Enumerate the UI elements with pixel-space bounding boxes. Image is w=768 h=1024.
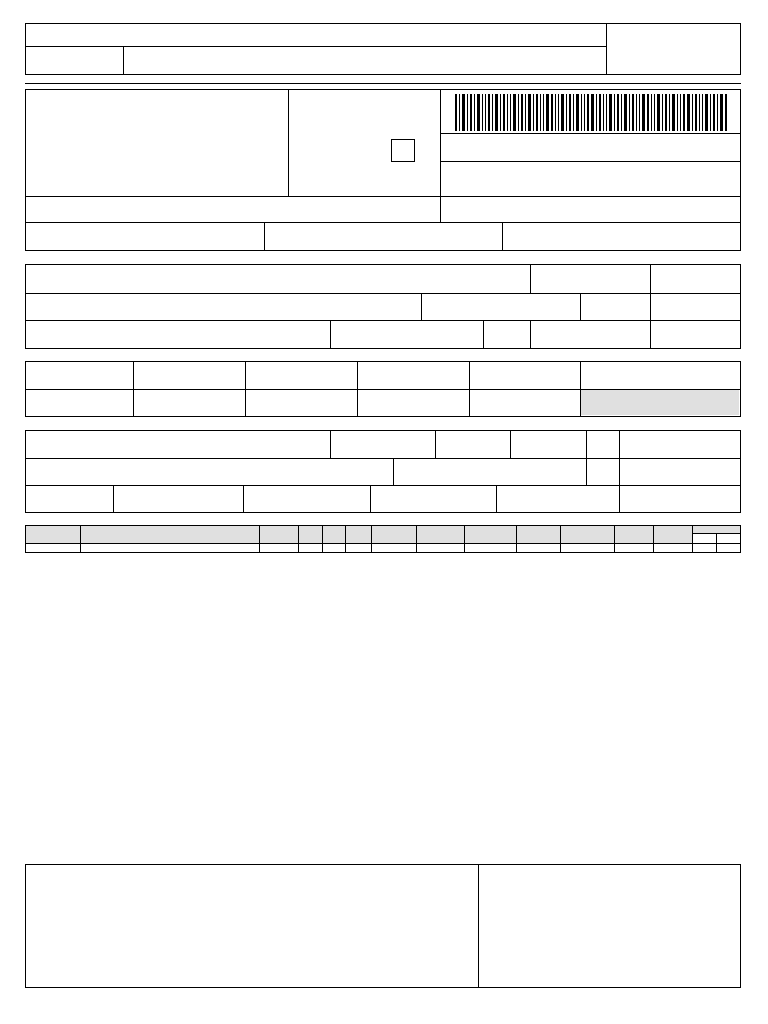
address-line-field[interactable] bbox=[26, 197, 439, 221]
footer-left-box[interactable] bbox=[26, 865, 477, 986]
footer-right-box[interactable] bbox=[479, 865, 739, 986]
table-row[interactable] bbox=[26, 544, 740, 552]
s2-row3-field[interactable] bbox=[26, 321, 329, 347]
address-field-b[interactable] bbox=[265, 223, 501, 249]
header-code-field[interactable] bbox=[26, 47, 122, 73]
s3-field-2[interactable] bbox=[26, 390, 132, 415]
s2-row1-field[interactable] bbox=[26, 265, 529, 292]
address-right-field[interactable] bbox=[441, 197, 740, 221]
s2-row2-field[interactable] bbox=[26, 294, 420, 319]
barcode-field-1[interactable] bbox=[441, 134, 740, 160]
barcode-field-2[interactable] bbox=[441, 162, 740, 195]
s4-row1-field[interactable] bbox=[26, 431, 329, 457]
s4-row3-field[interactable] bbox=[26, 486, 112, 511]
header-name-field[interactable] bbox=[124, 47, 605, 73]
address-field-a[interactable] bbox=[26, 223, 263, 249]
table-header-row-right bbox=[693, 525, 741, 533]
header-title-field[interactable] bbox=[26, 24, 605, 45]
shaded-cell bbox=[581, 390, 739, 415]
address-field[interactable] bbox=[26, 90, 287, 195]
barcode-icon bbox=[455, 94, 727, 131]
header-corner-box[interactable] bbox=[607, 24, 739, 73]
s3-field-1[interactable] bbox=[26, 362, 132, 388]
checkbox-icon[interactable] bbox=[391, 139, 415, 162]
table-header-row bbox=[25, 525, 692, 543]
s4-row2-field[interactable] bbox=[26, 459, 392, 484]
address-field-c[interactable] bbox=[503, 223, 740, 249]
